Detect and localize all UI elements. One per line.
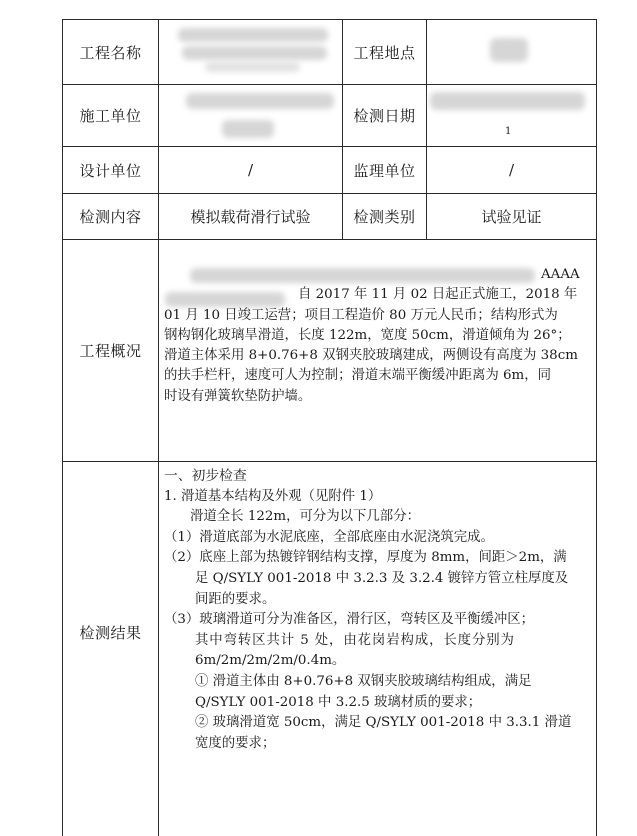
results-line: 6m/2m/2m/2m/0.4m。 — [195, 653, 346, 669]
table-col-divider — [158, 19, 159, 836]
inspection-category-label: 检测类别 — [353, 208, 416, 226]
results-line: ① 滑道主体由 8+0.76+8 双钢夹胶玻璃结构组成，满足 — [195, 673, 532, 689]
table-border-right — [596, 19, 597, 836]
supervision-unit-value: / — [508, 161, 515, 179]
results-line: 足 Q/SYLY 001-2018 中 3.2.3 及 3.2.4 镀锌方管立柱厚度及 — [195, 570, 569, 586]
overview-line: 钢构钢化玻璃旱滑道，长度 122m，宽度 50cm，滑道倾角为 26°； — [164, 327, 571, 343]
inspection-results-label: 检测结果 — [79, 623, 142, 642]
results-section-heading: 一、初步检查 — [164, 468, 247, 484]
inspection-content-value: 模拟载荷滑行试验 — [190, 208, 311, 226]
inspection-results-text — [164, 466, 590, 754]
overview-line: 01 月 10 日竣工运营；项目工程造价 80 万元人民币；结构形式为 — [164, 307, 558, 323]
results-line: （2）底座上部为热镀锌钢结构支撑，厚度为 8mm，间距＞2m，满 — [164, 550, 567, 566]
results-line: 间距的要求。 — [195, 591, 276, 607]
design-unit-label: 设计单位 — [79, 161, 142, 180]
results-line: 宽度的要求； — [195, 735, 276, 751]
overview-line: 时设有弹簧软垫防护墙。 — [164, 388, 312, 404]
results-line: 1. 滑道基本结构及外观（见附件 1） — [164, 488, 382, 504]
overview-line: 自 2017 年 11 月 02 日起正式施工，2018 年 — [298, 287, 578, 303]
inspection-content-label: 检测内容 — [79, 208, 142, 226]
results-line: Q/SYLY 001-2018 中 3.2.5 玻璃材质的要求； — [195, 694, 482, 710]
inspection-date-value-redacted — [430, 92, 585, 110]
project-location-value-redacted — [490, 38, 528, 62]
results-line: ② 玻璃滑道宽 50cm，满足 Q/SYLY 001-2018 中 3.3.1 滑道 — [195, 715, 572, 731]
inspection-category-value: 试验见证 — [481, 208, 542, 226]
results-line: 其中弯转区共计 5 处，由花岗岩构成，长度分别为 — [195, 632, 515, 648]
overview-line: 的扶手栏杆，速度可人为控制；滑道末端平衡缓冲距离为 6m，同 — [164, 368, 552, 384]
project-name-label: 工程名称 — [79, 43, 142, 62]
project-overview-text — [164, 265, 584, 407]
supervision-unit-label: 监理单位 — [353, 161, 416, 180]
inspection-date-fragment: 1 — [505, 126, 512, 137]
results-line: 滑道全长 122m，可分为以下几部分： — [190, 509, 420, 525]
project-overview-label: 工程概况 — [79, 342, 142, 360]
overview-line: AAAA — [541, 267, 580, 282]
results-line: （1）滑道底部为水泥底座，全部底座由水泥浇筑完成。 — [164, 529, 494, 545]
results-line: （3）玻璃滑道可分为准备区，滑行区，弯转区及平衡缓冲区； — [164, 612, 535, 628]
design-unit-value: / — [247, 161, 254, 179]
construction-unit-label: 施工单位 — [79, 107, 142, 125]
inspection-date-label: 检测日期 — [353, 107, 416, 125]
overview-line: 滑道主体采用 8+0.76+8 双钢夹胶玻璃建成，两侧设有高度为 38cm — [164, 348, 578, 364]
project-location-label: 工程地点 — [353, 43, 416, 62]
